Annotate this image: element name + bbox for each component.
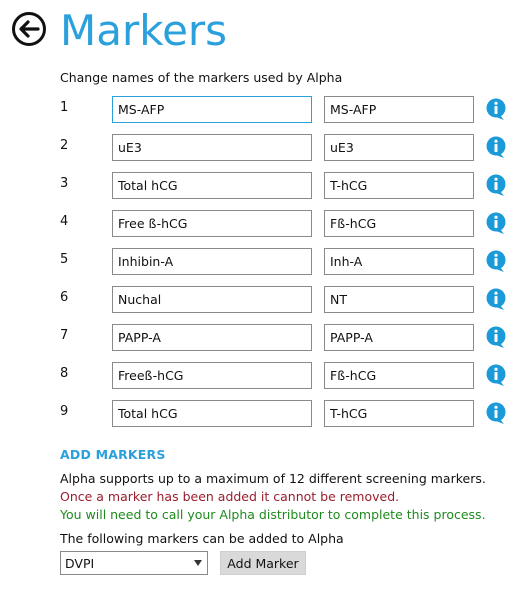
info-icon[interactable] [485, 174, 507, 198]
marker-number: 1 [60, 100, 69, 115]
info-icon[interactable] [485, 288, 507, 312]
marker-name-input[interactable] [112, 286, 312, 313]
marker-short-name-input[interactable] [324, 172, 474, 199]
marker-number: 7 [60, 328, 69, 343]
info-icon[interactable] [485, 364, 507, 388]
add-marker-button[interactable]: Add Marker [220, 551, 306, 575]
marker-row [0, 210, 521, 237]
marker-short-name-input[interactable] [324, 286, 474, 313]
marker-short-name-input[interactable] [324, 324, 474, 351]
distributor-text: You will need to call your Alpha distributor to complete this process. [60, 507, 486, 522]
marker-row [0, 248, 521, 275]
marker-name-input[interactable] [112, 324, 312, 351]
info-icon[interactable] [485, 250, 507, 274]
marker-row [0, 286, 521, 313]
marker-short-name-input[interactable] [324, 210, 474, 237]
info-icon[interactable] [485, 402, 507, 426]
marker-row [0, 400, 521, 427]
marker-number: 9 [60, 404, 69, 419]
info-icon[interactable] [485, 98, 507, 122]
marker-name-input[interactable] [112, 134, 312, 161]
chevron-down-icon [194, 560, 202, 566]
marker-short-name-input[interactable] [324, 134, 474, 161]
marker-row [0, 96, 521, 123]
info-icon[interactable] [485, 326, 507, 350]
marker-number: 5 [60, 252, 69, 267]
marker-name-input[interactable] [112, 96, 312, 123]
marker-short-name-input[interactable] [324, 400, 474, 427]
marker-short-name-input[interactable] [324, 96, 474, 123]
marker-name-input[interactable] [112, 172, 312, 199]
marker-short-name-input[interactable] [324, 362, 474, 389]
page-title: Markers [60, 6, 228, 55]
marker-row [0, 362, 521, 389]
select-label: The following markers can be added to Alpha [60, 531, 344, 546]
back-arrow-icon [18, 20, 40, 38]
intro-text: Change names of the markers used by Alpha [60, 70, 343, 85]
info-icon[interactable] [485, 136, 507, 160]
marker-name-input[interactable] [112, 362, 312, 389]
info-icon[interactable] [485, 212, 507, 236]
warning-text: Once a marker has been added it cannot be removed. [60, 489, 400, 504]
marker-number: 3 [60, 176, 69, 191]
marker-name-input[interactable] [112, 248, 312, 275]
marker-number: 4 [60, 214, 69, 229]
marker-number: 8 [60, 366, 69, 381]
back-button[interactable] [12, 12, 46, 46]
marker-select[interactable] [60, 551, 208, 575]
add-markers-title: ADD MARKERS [60, 447, 166, 462]
marker-number: 2 [60, 138, 69, 153]
marker-name-input[interactable] [112, 210, 312, 237]
marker-row [0, 324, 521, 351]
marker-row [0, 134, 521, 161]
max-markers-text: Alpha supports up to a maximum of 12 different screening markers. [60, 471, 486, 486]
marker-row [0, 172, 521, 199]
marker-select-value: DVPI [65, 556, 95, 571]
marker-name-input[interactable] [112, 400, 312, 427]
marker-number: 6 [60, 290, 69, 305]
marker-short-name-input[interactable] [324, 248, 474, 275]
